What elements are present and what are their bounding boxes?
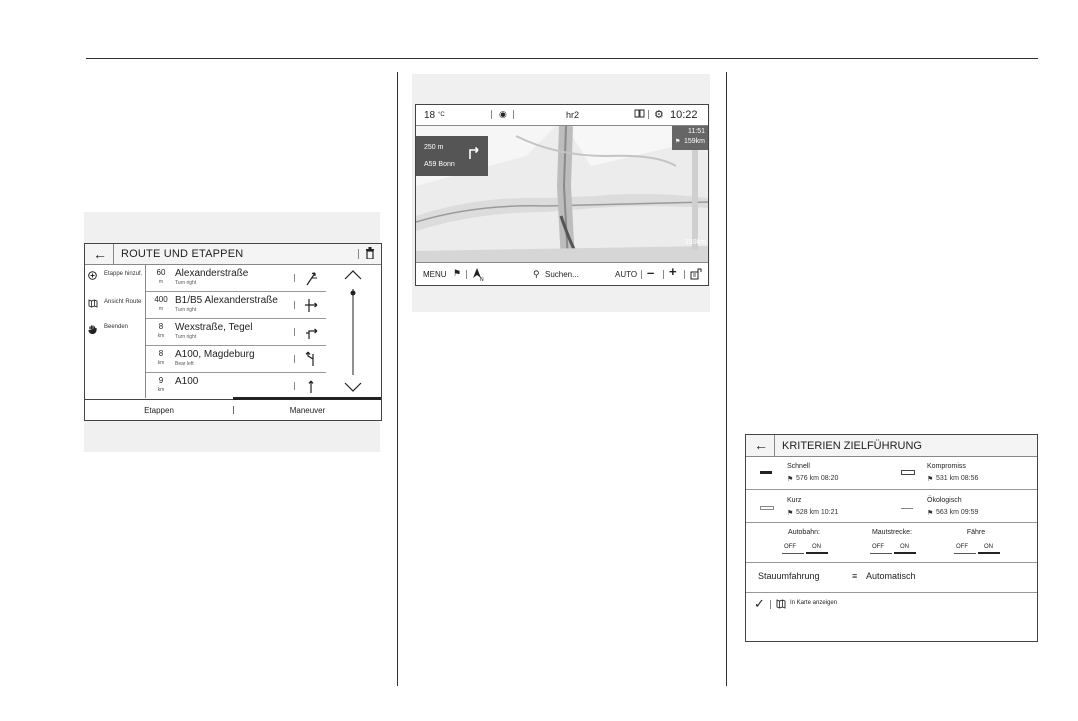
map-view[interactable] <box>416 126 708 262</box>
flag-icon: ⚑ <box>787 476 794 483</box>
list-icon: ≡ <box>852 571 858 581</box>
option-compromise[interactable] <box>892 457 1037 488</box>
svg-text:N: N <box>480 277 484 281</box>
toggle-on[interactable]: ON <box>812 544 821 550</box>
route-header <box>85 244 381 265</box>
maneuver-distance: 250 m <box>424 144 444 151</box>
route-scrollbar[interactable] <box>327 265 381 398</box>
toggle-track <box>954 553 976 554</box>
row-unit: km <box>157 333 165 339</box>
row-unit: km <box>157 387 165 393</box>
option-label: Schnell <box>787 463 810 470</box>
book-icon[interactable] <box>634 108 645 121</box>
flag-icon: ⚑ <box>787 510 794 517</box>
trash-icon[interactable] <box>365 247 375 262</box>
criteria-header <box>746 435 1037 457</box>
toggle-label: Fähre <box>966 529 986 536</box>
divider <box>770 600 771 609</box>
divider <box>294 382 295 390</box>
divider <box>466 270 467 279</box>
divider <box>746 562 1037 563</box>
turn-right-icon <box>303 324 319 340</box>
divider <box>774 435 775 456</box>
toggle-off[interactable]: OFF <box>784 544 796 550</box>
route-line-icon <box>760 471 772 474</box>
gear-icon[interactable]: ⚙ <box>654 109 664 121</box>
route-side-menu <box>85 265 146 398</box>
north-arrow-icon[interactable] <box>472 267 484 281</box>
row-instruction: Turn right <box>175 334 197 340</box>
search-icon[interactable]: ⚲ <box>533 269 540 279</box>
search-button[interactable]: Suchen... <box>545 270 579 279</box>
route-row[interactable] <box>146 373 326 399</box>
divider <box>648 110 649 119</box>
screen-title: ROUTE UND ETAPPEN <box>121 248 244 260</box>
row-instruction: Bear left <box>175 361 194 367</box>
option-label: Ökologisch <box>927 497 962 504</box>
column-divider <box>726 72 727 686</box>
nav-bottom-bar <box>416 262 708 286</box>
toggle-track <box>782 553 804 554</box>
add-circle-icon <box>88 271 97 281</box>
bear-left-icon <box>303 351 319 367</box>
screen-title: KRITERIEN ZIELFÜHRUNG <box>782 440 922 452</box>
route-row[interactable] <box>146 292 326 319</box>
route-screen <box>84 243 382 421</box>
row-distance: 9 <box>158 376 164 385</box>
toggle-toll-road[interactable] <box>862 529 922 559</box>
eta-panel <box>672 126 708 150</box>
divider <box>294 301 295 309</box>
row-unit: km <box>157 360 165 366</box>
row-distance: 400 <box>154 295 168 304</box>
map-layers-icon[interactable] <box>690 268 702 280</box>
divider <box>294 355 295 363</box>
map-icon <box>776 599 786 609</box>
row-street: A100 <box>175 376 199 387</box>
settings-circle-icon: ◉ <box>499 109 507 119</box>
route-progress-bar <box>692 150 698 250</box>
route-row[interactable] <box>146 265 326 292</box>
show-on-map-button[interactable]: In Karte anzeigen <box>790 600 838 606</box>
toggle-active-indicator <box>978 552 1000 554</box>
map-icon <box>88 299 98 309</box>
row-distance: 8 <box>158 322 164 331</box>
toggle-label: Mautstrecke: <box>871 529 913 536</box>
navigation-screen <box>415 104 709 286</box>
divider <box>294 274 295 282</box>
eta-time: 11:51 <box>688 128 705 135</box>
scroll-up-icon <box>345 271 361 279</box>
toggle-on[interactable]: ON <box>900 544 909 550</box>
row-distance: 8 <box>158 349 164 358</box>
zoom-in-icon[interactable]: + <box>669 264 677 279</box>
divider <box>294 328 295 336</box>
route-row[interactable] <box>146 319 326 346</box>
row-unit: m <box>158 306 164 312</box>
divider <box>641 270 642 279</box>
turn-right-icon <box>303 297 319 313</box>
back-arrow-icon[interactable]: ← <box>754 437 768 453</box>
side-item-add-stop[interactable] <box>87 271 145 291</box>
radio-station: hr2 <box>566 110 580 120</box>
toggle-active-indicator <box>894 552 916 554</box>
row-street: Alexanderstraße <box>175 268 249 279</box>
divider <box>746 522 1037 523</box>
checkmark-icon[interactable]: ✓ <box>754 596 765 611</box>
zoom-out-icon[interactable]: – <box>647 265 655 280</box>
side-item-label: Etappe hinzuf. <box>104 271 143 277</box>
toggle-label: Autobahn: <box>788 529 820 536</box>
flag-icon: ⚑ <box>927 476 934 483</box>
traffic-avoidance-label: Stauumfahrung <box>758 571 820 581</box>
tab-stages[interactable]: Etappen <box>144 406 174 415</box>
toggle-off[interactable]: OFF <box>956 544 968 550</box>
zoom-mode[interactable]: AUTO <box>615 270 638 279</box>
toggle-off[interactable]: OFF <box>872 544 884 550</box>
row-instruction: Turn right <box>175 307 197 313</box>
traffic-avoidance-value[interactable]: Automatisch <box>866 571 916 581</box>
flag-icon: ⚑ <box>927 510 934 517</box>
divider <box>113 244 114 264</box>
route-line-icon <box>760 506 774 510</box>
menu-button[interactable]: MENU <box>423 270 447 279</box>
maneuver-road: A59 Bonn <box>424 161 455 168</box>
straight-arrow-icon <box>303 378 319 394</box>
option-detail: 528 km 10:21 <box>796 509 839 516</box>
option-fast[interactable] <box>746 457 891 488</box>
back-arrow-icon[interactable]: ← <box>93 246 107 262</box>
option-detail: 563 km 09:59 <box>936 509 979 516</box>
option-label: Kurz <box>787 497 802 504</box>
column-divider <box>397 72 398 686</box>
flag-icon: ⚑ <box>675 139 681 145</box>
divider <box>663 270 664 279</box>
turn-right-icon <box>303 270 319 286</box>
tab-maneuver[interactable]: Maneuver <box>289 406 326 415</box>
maneuver-panel <box>416 136 488 176</box>
row-street: B1/B5 Alexanderstraße <box>175 295 278 306</box>
divider <box>358 249 359 259</box>
scroll-down-icon <box>345 383 361 391</box>
toggle-active-indicator <box>806 552 828 554</box>
turn-right-icon <box>466 144 482 160</box>
route-tabs <box>85 399 381 421</box>
option-detail: 531 km 08:56 <box>936 475 979 482</box>
route-criteria-screen <box>745 434 1038 642</box>
eta-distance: 159km <box>683 138 705 145</box>
active-tab-indicator <box>233 397 381 400</box>
row-street: Wexstraße, Tegel <box>175 322 253 333</box>
side-item-end[interactable] <box>87 324 145 336</box>
side-item-label: Ansicht Route <box>104 299 142 305</box>
toggle-motorway[interactable] <box>774 529 834 559</box>
clock-time: 10:22 <box>670 109 698 121</box>
option-label: Kompromiss <box>927 463 966 470</box>
divider <box>513 110 514 119</box>
option-short[interactable] <box>746 490 891 521</box>
side-item-label: Beenden <box>104 324 129 330</box>
divider <box>684 270 685 279</box>
row-unit: m <box>158 279 164 285</box>
option-detail: 576 km 08:20 <box>796 475 839 482</box>
option-eco[interactable] <box>892 490 1037 521</box>
route-line-icon <box>901 470 915 475</box>
row-distance: 60 <box>156 268 166 277</box>
toggle-track <box>870 553 892 554</box>
route-row[interactable] <box>146 346 326 373</box>
side-item-route-view[interactable] <box>87 299 145 311</box>
temperature: 18 <box>424 110 436 121</box>
page-top-rule <box>86 58 1038 59</box>
hand-icon <box>88 324 97 335</box>
row-instruction: Turn right <box>175 280 197 286</box>
flag-icon[interactable]: ⚑ <box>453 268 462 278</box>
divider <box>746 592 1037 593</box>
temperature-unit: °C <box>438 112 445 118</box>
toggle-ferry[interactable] <box>946 529 1006 559</box>
status-bar <box>416 105 708 126</box>
toggle-on[interactable]: ON <box>984 544 993 550</box>
route-line-icon <box>901 506 913 509</box>
row-street: A100, Magdeburg <box>175 349 255 360</box>
divider <box>491 110 492 119</box>
remaining-distance: 159km <box>684 239 706 246</box>
